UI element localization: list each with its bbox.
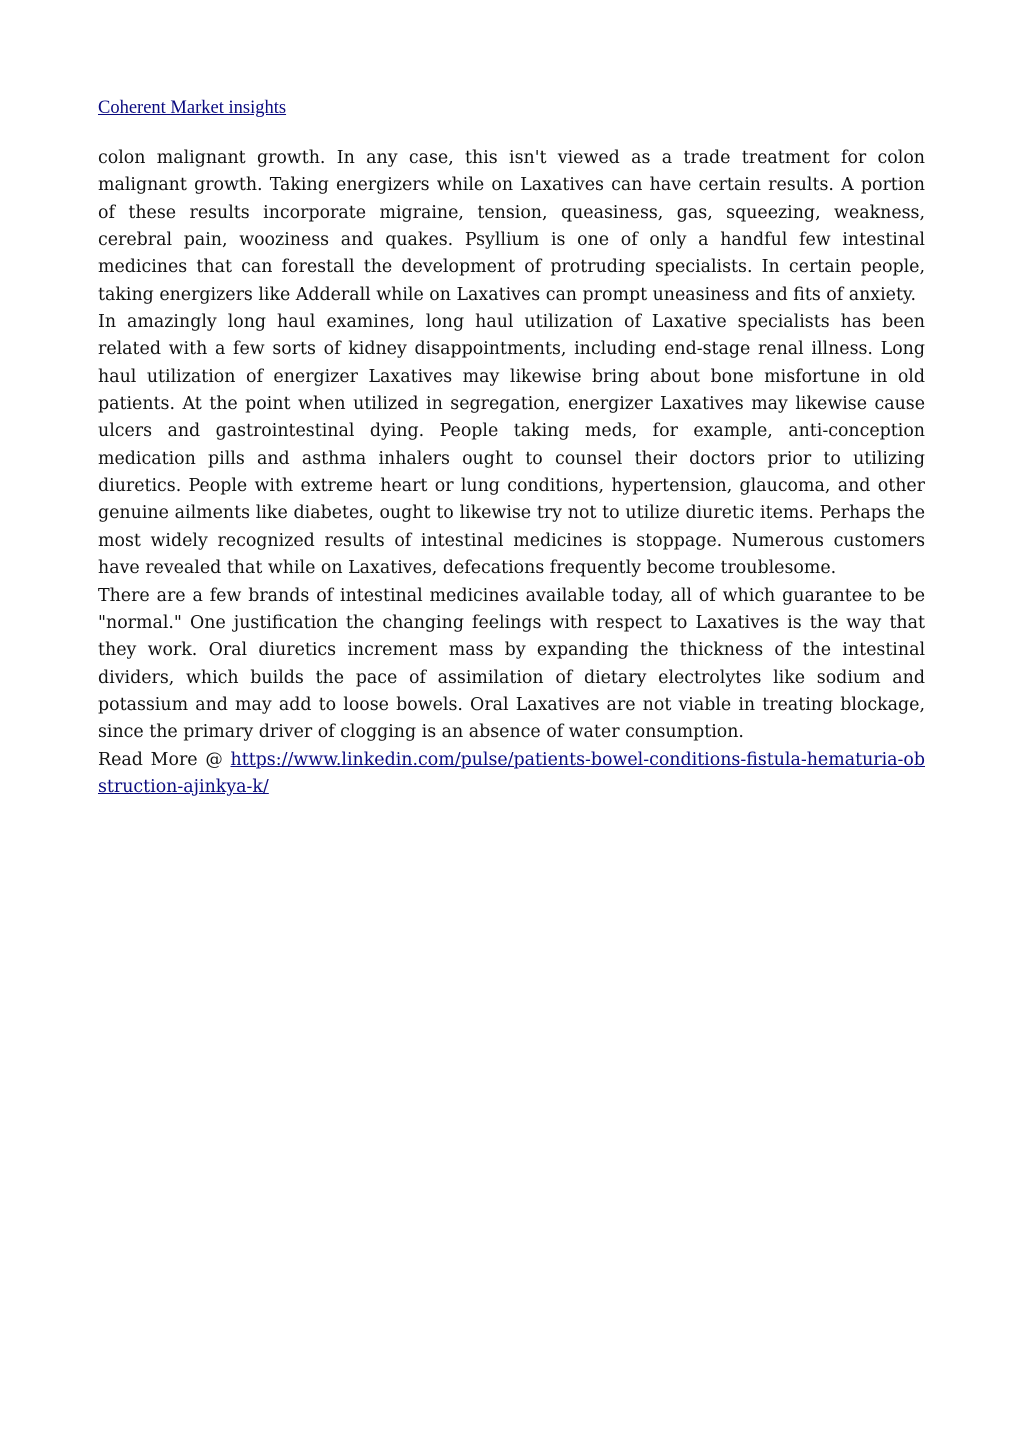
- header-link[interactable]: Coherent Market insights: [98, 98, 287, 118]
- read-more-link[interactable]: https://www.linkedin.com/pulse/patients-bowel-conditions-fistula-hematuria-obstruction-ajinkya-k/: [98, 749, 925, 797]
- paragraph-3: There are a few brands of intestinal medicines available today, all of which guarantee to be "normal." One justification the changing feelings with respect to Laxatives is the way that they work. Oral diuretics increment mass by expanding the thickness of the intestinal dividers, which builds the pace of assimilation of dietary electrolytes like sodium and potassium and may add to loose bowels. Oral Laxatives are not viable in treating blockage, since the primary driver of clogging is an absence of water consumption.: [98, 585, 925, 743]
- read-more-line: [98, 747, 925, 802]
- article-body: [98, 145, 925, 801]
- read-more-label: Read More @: [98, 749, 223, 770]
- paragraph-2: In amazingly long haul examines, long haul utilization of Laxative specialists has been related with a few sorts of kidney disappointments, including end-stage renal illness. Long haul utilization of energizer Laxatives may likewise bring about bone misfortune in old patients. At the point when utilized in segregation, energizer Laxatives may likewise cause ulcers and gastrointestinal dying. People taking meds, for example, anti-conception medication pills and asthma inhalers ought to counsel their doctors prior to utilizing diuretics. People with extreme heart or lung conditions, hypertension, glaucoma, and other genuine ailments like diabetes, ought to likewise try not to utilize diuretic items. Perhaps the most widely recognized results of intestinal medicines is stoppage. Numerous customers have revealed that while on Laxatives, defecations frequently become troublesome.: [98, 312, 925, 579]
- paragraph-1: colon malignant growth. In any case, this isn't viewed as a trade treatment for colon malignant growth. Taking energizers while on Laxatives can have certain results. A portion of these results incorporate migraine, tension, queasiness, gas, squeezing, weakness, cerebral pain, wooziness and quakes. Psyllium is one of only a handful few intestinal medicines that can forestall the development of protruding specialists. In certain people, taking energizers like Adderall while on Laxatives can prompt uneasiness and fits of anxiety.: [98, 148, 925, 305]
